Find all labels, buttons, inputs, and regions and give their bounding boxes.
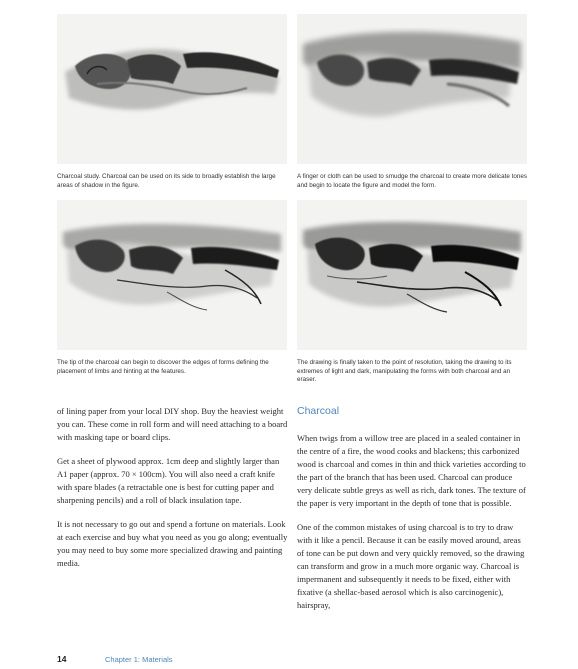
body-paragraph: Get a sheet of plywood approx. 1cm deep and slightly larger than A1 paper (approx. 70 × 100cm). You will also need a craft knife with spare blades (a retractable one is best for cutting paper and sharpening pencils) and a roll of black insulation tape. bbox=[57, 456, 280, 505]
figure-caption-2: A finger or cloth can be used to smudge the charcoal to create more delicate tones and begin to locate the figure and model the form. bbox=[297, 173, 527, 189]
charcoal-study-image-2 bbox=[297, 14, 527, 164]
page-number: 14 bbox=[57, 654, 67, 664]
charcoal-study-image-1 bbox=[57, 14, 287, 164]
chapter-label: Chapter 1: Materials bbox=[105, 655, 173, 664]
figure-caption-4: The drawing is finally taken to the point of resolution, taking the drawing to its extremes of light and dark, manipulating the forms with both charcoal and an eraser. bbox=[297, 359, 512, 384]
figure-caption-3: The tip of the charcoal can begin to discover the edges of forms defining the placement of limbs and hinting at the features. bbox=[57, 359, 269, 375]
body-column-left bbox=[57, 405, 289, 581]
section-heading-charcoal: Charcoal bbox=[297, 405, 340, 417]
body-paragraph: of lining paper from your local DIY shop. Buy the heaviest weight you can. These come in roll form and will need attaching to a board with masking tape or board clips. bbox=[57, 406, 288, 442]
body-paragraph: One of the common mistakes of using charcoal is to try to draw with it like a pencil. Because it can be easily moved around, areas of tone can be put down and very quickly removed, so the drawing can transform and grow in a much more organic way. Charcoal is impermanent and subsequently it needs to be fixed, either with fixative (a shellac-based aerosol which is also carcinogenic), hairspray, bbox=[297, 522, 525, 610]
body-column-right bbox=[297, 405, 529, 623]
figure-caption-1: Charcoal study. Charcoal can be used on its side to broadly establish the large areas of shadow in the figure. bbox=[57, 173, 276, 189]
body-paragraph: It is not necessary to go out and spend a fortune on materials. Look at each exercise and buy what you need as you go along; eventually you may need to buy some more specialized drawing and painting media. bbox=[57, 519, 288, 568]
charcoal-study-image-4 bbox=[297, 200, 527, 350]
body-paragraph: When twigs from a willow tree are placed in a sealed container in the centre of a fire, the wood cooks and blackens; this carbonized wood is charcoal and comes in thin and thick varieties according to the part of the branch that has been used. Charcoal can produce very delicate subtle greys as well as rich, dark tones. The texture of the paper is very important in the depth of tone that is possible. bbox=[297, 433, 526, 508]
charcoal-study-image-3 bbox=[57, 200, 287, 350]
page-footer bbox=[57, 654, 537, 666]
